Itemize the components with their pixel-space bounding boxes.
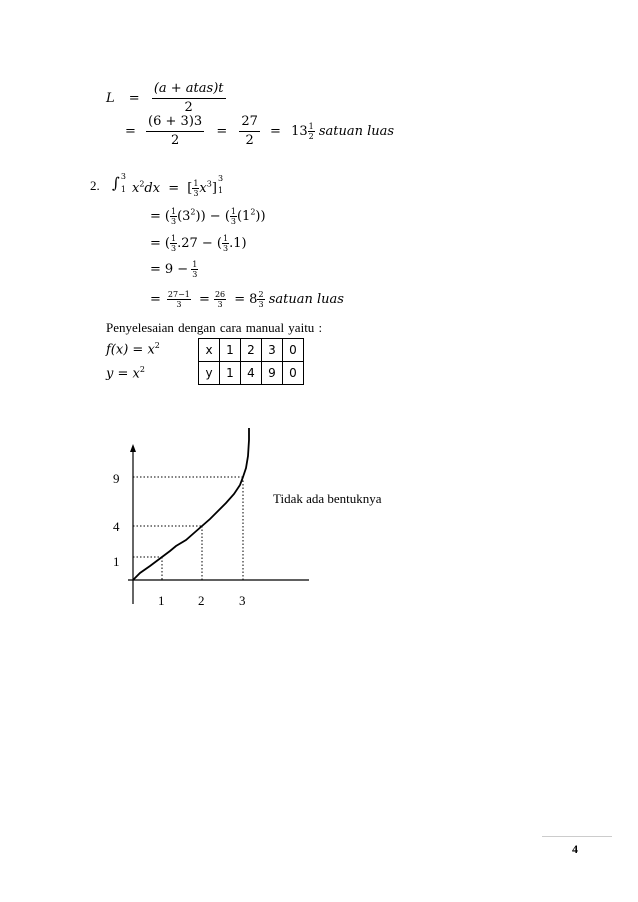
- table-cell: 0: [283, 339, 304, 362]
- y-tick-label: 4: [113, 519, 120, 534]
- third-fraction: $\frac{1}{3}$: [170, 234, 177, 253]
- equals-sign: =: [234, 292, 246, 307]
- bracket-close: ]: [211, 181, 217, 196]
- equals-sign: =: [150, 236, 161, 251]
- x-tick-label: 2: [198, 593, 205, 608]
- fraction-numerator: 1: [308, 122, 314, 131]
- coef-fraction: $\frac{1}{3}$: [193, 179, 199, 198]
- third-fraction: $\frac{1}{3}$: [170, 207, 177, 226]
- equals-sign: =: [150, 262, 161, 277]
- integral-upper: 3: [120, 172, 126, 181]
- third-fraction: $\frac{1}{3}$: [230, 207, 236, 226]
- equals-sign: =: [270, 124, 281, 139]
- graph-note: Tidak ada bentuknya: [273, 491, 382, 506]
- bracket-var: $x^3$: [199, 179, 212, 196]
- table-cell: 0: [283, 362, 304, 385]
- y-tick-label: 1: [113, 554, 120, 569]
- unit-label: satuan luas: [318, 124, 395, 139]
- problem-number: 2.: [90, 178, 100, 193]
- x-tick-label: 1: [158, 593, 165, 608]
- table-cell: y: [199, 362, 220, 385]
- bracket-upper: 3: [217, 174, 224, 183]
- fraction-denominator: 2: [170, 133, 180, 148]
- integral-sign-icon: ∫: [112, 174, 120, 192]
- fraction-numerator: 27: [239, 113, 260, 132]
- fraction-denominator: 2: [245, 133, 254, 148]
- table-cell: 4: [241, 362, 262, 385]
- page-number: 4: [572, 842, 578, 856]
- step4-fraction-2: $\frac{26}{3}$: [214, 290, 226, 309]
- step-2: = ( $\frac{1}{3}$ .27 − ( $\frac{1}{3}$ .1): [150, 234, 247, 253]
- table-cell: 9: [262, 362, 283, 385]
- step-1: = ( $\frac{1}{3}$ $(3^2)$) − ( $\frac{1}{3}$ $(1^2)$): [150, 207, 266, 226]
- y-tick-label: 9: [113, 471, 120, 486]
- equals-sign: =: [150, 209, 161, 224]
- fraction-numerator: (a + atas)t: [152, 80, 226, 99]
- mixed-whole: 13: [291, 124, 308, 139]
- third-fraction: $\frac{1}{3}$: [192, 260, 198, 279]
- curve-y-equals-x-squared: [133, 428, 249, 580]
- y-axis-arrow-icon: [130, 444, 136, 452]
- table-cell: 3: [262, 339, 283, 362]
- footer-divider: [542, 836, 612, 837]
- step4-fraction-1: $\frac{27-1}{3}$: [167, 290, 190, 309]
- integrand: $x^2dx$: [131, 179, 161, 196]
- y-definition: $y = x^2$: [106, 365, 145, 382]
- table-cell: 1: [220, 339, 241, 362]
- equals-sign: =: [199, 292, 210, 307]
- equals-sign: =: [125, 124, 136, 139]
- function-definition: $f(x) = x^2$: [106, 341, 160, 358]
- equals-sign: =: [168, 181, 180, 196]
- unit-label: satuan luas: [268, 292, 344, 307]
- equals-sign: =: [150, 292, 161, 307]
- step-4: = $\frac{27-1}{3}$ = $\frac{26}{3}$ = 8 $\frac{2}{3}$ satuan luas: [150, 290, 344, 309]
- equals-sign: =: [128, 91, 140, 106]
- step4-fraction-3: $\frac{2}{3}$: [258, 290, 264, 309]
- fraction-numerator: (6 + 3)3: [146, 113, 204, 132]
- manual-intro: Penyelesaian dengan cara manual yaitu :: [106, 320, 323, 335]
- fraction-denominator: 2: [184, 100, 193, 115]
- integral-lower: 1: [120, 185, 126, 194]
- equals-sign: =: [216, 124, 228, 139]
- table-cell: x: [199, 339, 220, 362]
- table-cell: 1: [220, 362, 241, 385]
- area-lhs: L: [106, 91, 115, 106]
- bracket-open: [: [187, 181, 193, 196]
- table-cell: 2: [241, 339, 262, 362]
- third-fraction: $\frac{1}{3}$: [223, 234, 229, 253]
- fraction-denominator: 2: [308, 132, 314, 141]
- x-tick-label: 3: [239, 593, 246, 608]
- step-3: = 9 − $\frac{1}{3}$: [150, 260, 198, 279]
- bracket-lower: 1: [217, 186, 224, 195]
